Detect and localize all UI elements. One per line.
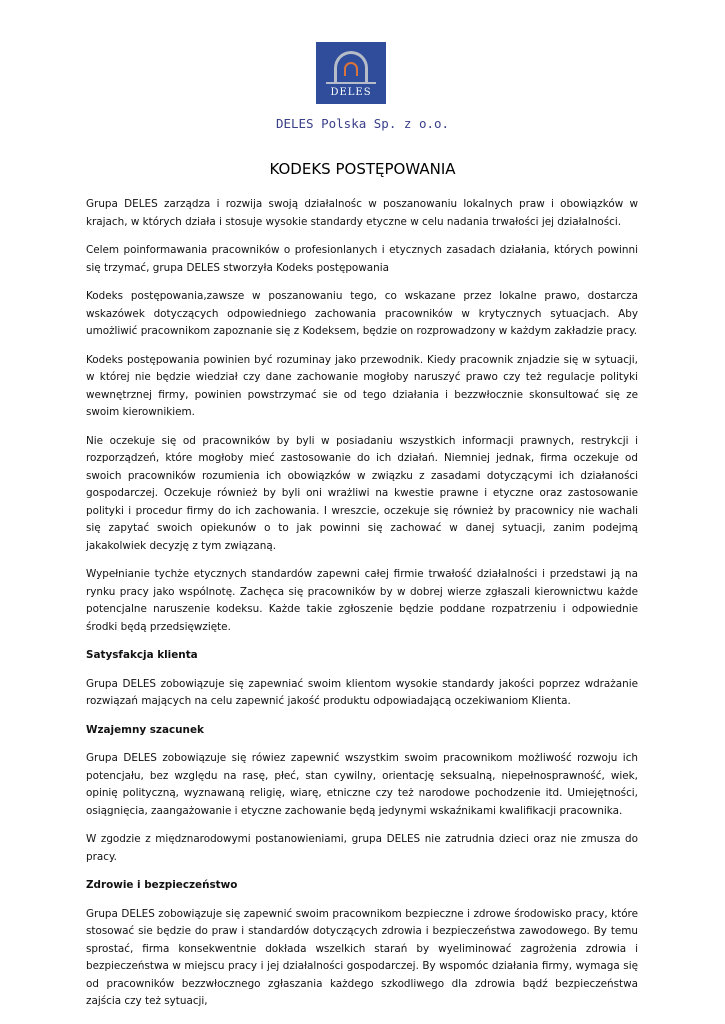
logo-inner-arch-icon [344,62,358,76]
document-body [86,196,638,1022]
paragraph: Kodeks postępowania,zawsze w poszanowaniu tego, co wskazane przez lokalne prawo, dostarcza wskazówek dotyczących odpowiedniego zachowania pracowników w krytycznych sytuacjach. Aby umożliwić pracownikom zapoznanie się z Kodeksem, będzie on rozprowadzony w każdym zakładzie pracy. [86,290,638,337]
paragraph: Grupa DELES zobowiązuje się zapewniać swoim klientom wysokie standardy jakości poprzez wdrażanie rozwiązań mających na celu zapewnić jakość produktu odpowiadającą oczekiwaniom Klienta. [86,677,638,707]
document-title: KODEKS POSTĘPOWANIA [269,160,456,178]
paragraph: Wypełnianie tychże etycznych standardów zapewni całej firmie trwałość działalności i przedstawi ją na rynku pracy jako wspólnotę. Zachęca się pracowników by w dobrej wierze zgłaszali kierownictwu każde potencjalne naruszenie kodeksu. Każde takie zgłoszenie będzie poddane rozpatrzeniu i odpowiednie środki będą przedsięwzięte. [86,568,638,633]
section-heading-health-safety: Zdrowie i bezpieczeństwo [86,879,238,891]
company-name: DELES Polska Sp. z o.o. [275,116,450,131]
paragraph: Kodeks postępowania powinien być rozuminay jako przewodnik. Kiedy pracownik znjadzie się w sytuacji, w której nie będzie wiedział czy dane zachowanie mogłoby naruszyć prawo czy też regulacje polityki wewnętrznej firmy, powinien powstrzymać sie od tego działania i bezzwłocznie skonsultować się ze swoim kierownikiem. [86,353,638,418]
deles-logo [316,42,386,104]
logo-base-line [326,82,376,84]
paragraph: Grupa DELES zobowiązuje się rówiez zapewnić wszystkim swoim pracownikom możliwość rozwoju ich potencjału, bez względu na rasę, płeć, stan cywilny, orientację seksualną, niepełnosprawność, wiek, opinię polityczną, wyznawaną religię, wiarę, etniczne czy też narodowe pochodzenie itd. Umiejętności, osiągnięcia, zaangażowanie i etyczne zachowanie będą jedynymi wskaźnikami kwalifikacji pracownika. [86,752,638,817]
paragraph: Grupa DELES zobowiązuje się zapewnić swoim pracownikom bezpieczne i zdrowe środowisko pracy, które stosować sie będzie do praw i standardów dotyczących zdrowia i bezpieczeństwa zawodowego. By temu sprostać, firma konsekwentnie dokłada wszelkich starań by wyeliminować zagrożenia zdrowia i bezpieczeństwa w miejscu pracy i jej działalności gospodarczej. By wspomóc działania firmy, wymaga się od pracowników bezzwłocznego zgłaszania każdego szkodliwego dla zdrowia bądź bezpieczeństwa zajścia czy też sytuacji, [86,907,638,1007]
section-heading-mutual-respect: Wzajemny szacunek [86,723,204,736]
paragraph: Nie oczekuje się od pracowników by byli w posiadaniu wszystkich informacji prawnych, restrykcji i rozporządzeń, które mogłoby mieć zastosowanie do ich działań. Niemniej jednak, firma oczekuje od swoich pracowników rozumienia ich obowiązków w związku z zasadami dotyczącymi ich działaności gospodarczej. Oczekuje również by byli oni wrażliwi na kwestie prawne i etyczne oraz zastosowanie polityki i procedur firmy do ich zachowania. I wreszcie, oczekuje się również by pracownicy nie wachali się zapytać swoich opiekunów o to jak powinni się zachować w danej sytuacji, zanim podejmą jakakolwiek decyzję z tym związaną. [86,434,638,552]
logo-arch-icon [334,51,368,83]
paragraph: W zgodzie z międznarodowymi postanowieniami, grupa DELES nie zatrudnia dzieci oraz nie zmusza do pracy. [86,833,638,863]
paragraph: Grupa DELES zarządza i rozwija swoją działalnośc w poszanowaniu lokalnych praw i obowiązków w krajach, w których działa i stosuje wysokie standardy etyczne w celu nadania trwałości jej działalności. [86,198,638,228]
section-heading-customer-satisfaction: Satysfakcja klienta [86,649,198,661]
paragraph: Celem poinformawania pracowników o profesionlanych i etycznych zasadach działania, których powinni się trzymać, grupa DELES stworzyła Kodeks postępowania [86,244,638,274]
logo-text: DELES [330,87,372,98]
